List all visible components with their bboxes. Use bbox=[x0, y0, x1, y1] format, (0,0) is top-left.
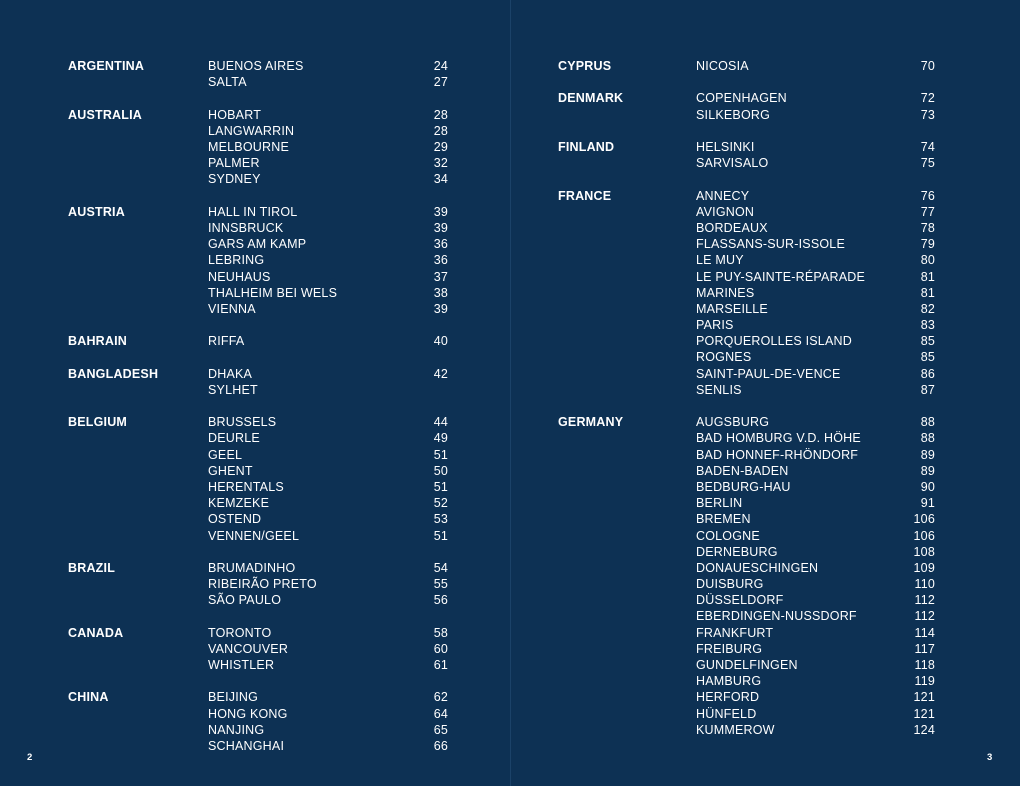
city-name: BEDBURG-HAU bbox=[696, 479, 791, 494]
index-entry bbox=[68, 430, 448, 446]
index-entry bbox=[68, 366, 448, 382]
page-reference: 51 bbox=[433, 479, 448, 494]
page-reference: 28 bbox=[433, 107, 448, 122]
page-reference: 106 bbox=[913, 528, 935, 543]
city-name: HÜNFELD bbox=[696, 706, 757, 721]
city-name: DHAKA bbox=[208, 366, 253, 381]
city-name: SALTA bbox=[208, 75, 247, 90]
city-name: HONG KONG bbox=[208, 706, 288, 721]
city-name: FREIBURG bbox=[696, 641, 763, 656]
country-name: FINLAND bbox=[558, 140, 615, 155]
page-reference: 39 bbox=[433, 220, 448, 235]
index-entry bbox=[68, 285, 448, 301]
index-entry bbox=[558, 58, 935, 74]
index-entry bbox=[558, 706, 935, 722]
page-reference: 39 bbox=[433, 301, 448, 316]
page-reference: 54 bbox=[433, 560, 448, 575]
city-name: VANCOUVER bbox=[208, 641, 289, 656]
page-reference: 42 bbox=[433, 366, 448, 381]
page-reference: 24 bbox=[433, 59, 448, 74]
index-entry bbox=[68, 479, 448, 495]
index-entry bbox=[68, 107, 448, 123]
index-entry bbox=[68, 447, 448, 463]
index-entry bbox=[68, 333, 448, 349]
index-entry bbox=[68, 463, 448, 479]
city-name: BREMEN bbox=[696, 512, 751, 527]
city-name: BERLIN bbox=[696, 496, 743, 511]
index-entry bbox=[68, 511, 448, 527]
page-reference: 51 bbox=[433, 447, 448, 462]
city-name: LE MUY bbox=[696, 253, 744, 268]
page-reference: 121 bbox=[913, 690, 935, 705]
city-name: SÃO PAULO bbox=[208, 593, 282, 608]
index-entry bbox=[558, 576, 935, 592]
index-entry bbox=[68, 252, 448, 268]
index-entry bbox=[68, 220, 448, 236]
city-name: BORDEAUX bbox=[696, 220, 768, 235]
page-reference: 112 bbox=[914, 593, 935, 608]
index-entry bbox=[558, 301, 935, 317]
index-entry bbox=[558, 155, 935, 171]
country-name: BANGLADESH bbox=[68, 366, 159, 381]
city-name: NEUHAUS bbox=[208, 269, 271, 284]
city-name: SYLHET bbox=[208, 382, 258, 397]
page-reference: 72 bbox=[920, 91, 935, 106]
city-name: BAD HONNEF-RHÖNDORF bbox=[696, 447, 859, 462]
page-reference: 36 bbox=[433, 253, 448, 268]
city-name: FRANKFURT bbox=[696, 625, 774, 640]
page-reference: 76 bbox=[920, 188, 935, 203]
country-name: AUSTRALIA bbox=[68, 107, 143, 122]
country-group bbox=[68, 204, 448, 317]
country-group bbox=[68, 625, 448, 674]
index-entry bbox=[558, 544, 935, 560]
page-reference: 28 bbox=[433, 123, 448, 138]
city-name: LEBRING bbox=[208, 253, 265, 268]
city-name: SCHANGHAI bbox=[208, 738, 285, 753]
country-group bbox=[558, 139, 935, 171]
city-name: BRUMADINHO bbox=[208, 560, 296, 575]
index-entry bbox=[558, 641, 935, 657]
index-entry bbox=[558, 236, 935, 252]
country-name: GERMANY bbox=[558, 415, 624, 430]
country-name: FRANCE bbox=[558, 188, 612, 203]
page-reference: 79 bbox=[920, 237, 935, 252]
index-entry bbox=[558, 204, 935, 220]
page-reference: 78 bbox=[920, 220, 935, 235]
country-name: ARGENTINA bbox=[68, 59, 145, 74]
city-name: LANGWARRIN bbox=[208, 123, 295, 138]
index-entry bbox=[68, 625, 448, 641]
index-entry bbox=[558, 463, 935, 479]
index-entry bbox=[68, 722, 448, 738]
city-name: BRUSSELS bbox=[208, 415, 277, 430]
index-entry bbox=[68, 738, 448, 754]
city-name: HALL IN TIROL bbox=[208, 204, 298, 219]
city-name: BADEN-BADEN bbox=[696, 463, 789, 478]
city-name: RIBEIRÃO PRETO bbox=[208, 577, 317, 592]
page-reference: 56 bbox=[433, 593, 448, 608]
city-name: BEIJING bbox=[208, 690, 259, 705]
city-name: GARS AM KAMP bbox=[208, 237, 307, 252]
page-reference: 82 bbox=[920, 301, 935, 316]
index-entry bbox=[68, 560, 448, 576]
page-reference: 83 bbox=[920, 318, 935, 333]
page-reference: 50 bbox=[433, 463, 448, 478]
page-reference: 118 bbox=[914, 658, 935, 673]
index-entry bbox=[558, 592, 935, 608]
page-reference: 39 bbox=[433, 204, 448, 219]
right-page-number: 3 bbox=[987, 752, 993, 763]
page-reference: 66 bbox=[433, 738, 448, 753]
city-name: OSTEND bbox=[208, 512, 262, 527]
page-reference: 51 bbox=[433, 528, 448, 543]
page-reference: 81 bbox=[920, 285, 935, 300]
index-entry bbox=[558, 722, 935, 738]
index-entry bbox=[558, 430, 935, 446]
city-name: MELBOURNE bbox=[208, 140, 289, 155]
city-name: DÜSSELDORF bbox=[696, 593, 784, 608]
index-entry bbox=[558, 139, 935, 155]
city-name: WHISTLER bbox=[208, 658, 275, 673]
right-page bbox=[510, 0, 1020, 786]
page-reference: 90 bbox=[920, 479, 935, 494]
index-entry bbox=[558, 447, 935, 463]
city-name: MARSEILLE bbox=[696, 301, 768, 316]
city-name: AUGSBURG bbox=[696, 415, 770, 430]
page-reference: 73 bbox=[920, 107, 935, 122]
city-name: COPENHAGEN bbox=[696, 91, 787, 106]
page-reference: 87 bbox=[920, 382, 935, 397]
page-reference: 74 bbox=[920, 140, 935, 155]
country-name: CANADA bbox=[68, 625, 124, 640]
city-name: DERNEBURG bbox=[696, 544, 778, 559]
page-reference: 29 bbox=[433, 140, 448, 155]
page-reference: 75 bbox=[920, 156, 935, 171]
index-entry bbox=[558, 673, 935, 689]
city-name: GUNDELFINGEN bbox=[696, 658, 798, 673]
city-name: HAMBURG bbox=[696, 674, 762, 689]
index-entry bbox=[68, 689, 448, 705]
country-group bbox=[68, 414, 448, 544]
country-name: DENMARK bbox=[558, 91, 624, 106]
index-entry bbox=[558, 625, 935, 641]
page-reference: 108 bbox=[913, 544, 935, 559]
page-reference: 44 bbox=[433, 415, 448, 430]
index-entry bbox=[558, 220, 935, 236]
page-reference: 110 bbox=[914, 577, 935, 592]
city-name: LE PUY-SAINTE-RÉPARADE bbox=[696, 269, 866, 284]
city-name: SAINT-PAUL-DE-VENCE bbox=[696, 366, 841, 381]
city-name: SILKEBORG bbox=[696, 107, 771, 122]
city-name: FLASSANS-SUR-ISSOLE bbox=[696, 237, 845, 252]
city-name: INNSBRUCK bbox=[208, 220, 284, 235]
city-name: TORONTO bbox=[208, 625, 272, 640]
city-name: GEEL bbox=[208, 447, 243, 462]
page-reference: 52 bbox=[433, 496, 448, 511]
index-entry bbox=[558, 366, 935, 382]
page-reference: 91 bbox=[920, 496, 935, 511]
index-entry bbox=[68, 58, 448, 74]
country-group bbox=[558, 188, 935, 398]
page-reference: 88 bbox=[920, 431, 935, 446]
index-entry bbox=[558, 560, 935, 576]
page-reference: 70 bbox=[920, 59, 935, 74]
page-reference: 55 bbox=[433, 577, 448, 592]
index-entry bbox=[558, 382, 935, 398]
country-group bbox=[68, 58, 448, 90]
city-name: AVIGNON bbox=[696, 204, 755, 219]
city-name: SYDNEY bbox=[208, 172, 261, 187]
index-entry bbox=[558, 333, 935, 349]
index-entry bbox=[558, 285, 935, 301]
index-entry bbox=[68, 382, 448, 398]
page-reference: 81 bbox=[920, 269, 935, 284]
page-reference: 36 bbox=[433, 237, 448, 252]
index-entry bbox=[558, 414, 935, 430]
page-reference: 77 bbox=[920, 204, 935, 219]
country-name: BRAZIL bbox=[68, 560, 116, 575]
city-name: NANJING bbox=[208, 722, 265, 737]
page-reference: 124 bbox=[913, 722, 935, 737]
city-name: HERFORD bbox=[696, 690, 760, 705]
index-entry bbox=[68, 301, 448, 317]
page-reference: 58 bbox=[433, 625, 448, 640]
index-entry bbox=[558, 252, 935, 268]
city-name: BAD HOMBURG V.D. HÖHE bbox=[696, 431, 861, 446]
page-reference: 119 bbox=[914, 674, 935, 689]
page-reference: 88 bbox=[920, 415, 935, 430]
index-entry bbox=[558, 268, 935, 284]
city-name: KEMZEKE bbox=[208, 496, 270, 511]
index-entry bbox=[68, 171, 448, 187]
index-entry bbox=[558, 317, 935, 333]
page-reference: 86 bbox=[920, 366, 935, 381]
page-reference: 38 bbox=[433, 285, 448, 300]
page-reference: 121 bbox=[913, 706, 935, 721]
page-reference: 62 bbox=[433, 690, 448, 705]
index-entry bbox=[558, 495, 935, 511]
page-reference: 85 bbox=[920, 334, 935, 349]
country-group bbox=[68, 333, 448, 349]
page-reference: 64 bbox=[433, 706, 448, 721]
city-name: COLOGNE bbox=[696, 528, 760, 543]
city-name: DUISBURG bbox=[696, 577, 764, 592]
city-name: NICOSIA bbox=[696, 59, 749, 74]
page-reference: 112 bbox=[914, 609, 935, 624]
city-name: RIFFA bbox=[208, 334, 245, 349]
index-entry bbox=[558, 188, 935, 204]
index-entry bbox=[68, 139, 448, 155]
country-group bbox=[558, 90, 935, 122]
city-name: KUMMEROW bbox=[696, 722, 775, 737]
city-name: MARINES bbox=[696, 285, 755, 300]
index-entry bbox=[558, 657, 935, 673]
page-reference: 80 bbox=[920, 253, 935, 268]
index-entry bbox=[558, 90, 935, 106]
city-name: VIENNA bbox=[208, 301, 256, 316]
city-name: EBERDINGEN-NUSSDORF bbox=[696, 609, 857, 624]
city-name: ROGNES bbox=[696, 350, 752, 365]
city-name: DONAUESCHINGEN bbox=[696, 560, 819, 575]
city-name: DEURLE bbox=[208, 431, 260, 446]
right-index-list bbox=[558, 58, 935, 754]
city-name: BUENOS AIRES bbox=[208, 59, 304, 74]
page-reference: 85 bbox=[920, 350, 935, 365]
page-reference: 53 bbox=[433, 512, 448, 527]
page-reference: 106 bbox=[913, 512, 935, 527]
index-entry bbox=[68, 204, 448, 220]
index-entry bbox=[68, 155, 448, 171]
index-entry bbox=[68, 657, 448, 673]
country-group bbox=[68, 366, 448, 398]
country-group bbox=[68, 560, 448, 609]
country-name: AUSTRIA bbox=[68, 204, 125, 219]
country-name: CYPRUS bbox=[558, 59, 612, 74]
page-reference: 27 bbox=[433, 75, 448, 90]
index-entry bbox=[68, 592, 448, 608]
page-reference: 60 bbox=[433, 641, 448, 656]
page-reference: 49 bbox=[433, 431, 448, 446]
city-name: PALMER bbox=[208, 156, 260, 171]
page-reference: 114 bbox=[914, 625, 935, 640]
index-entry bbox=[558, 608, 935, 624]
page-reference: 65 bbox=[433, 722, 448, 737]
country-group bbox=[558, 414, 935, 738]
page-reference: 61 bbox=[433, 658, 448, 673]
left-page-number: 2 bbox=[27, 752, 33, 763]
country-group bbox=[68, 107, 448, 188]
city-name: THALHEIM BEI WELS bbox=[208, 285, 338, 300]
index-entry bbox=[558, 511, 935, 527]
page-reference: 89 bbox=[920, 447, 935, 462]
city-name: HOBART bbox=[208, 107, 262, 122]
page-reference: 109 bbox=[913, 560, 935, 575]
index-entry bbox=[68, 576, 448, 592]
index-entry bbox=[68, 236, 448, 252]
index-entry bbox=[558, 107, 935, 123]
index-entry bbox=[68, 641, 448, 657]
city-name: HELSINKI bbox=[696, 140, 755, 155]
index-entry bbox=[68, 268, 448, 284]
city-name: PORQUEROLLES ISLAND bbox=[696, 334, 852, 349]
country-name: BELGIUM bbox=[68, 415, 128, 430]
country-name: BAHRAIN bbox=[68, 334, 128, 349]
index-entry bbox=[558, 527, 935, 543]
index-entry bbox=[558, 349, 935, 365]
page-reference: 34 bbox=[433, 172, 448, 187]
page-reference: 32 bbox=[433, 156, 448, 171]
country-group bbox=[558, 58, 935, 74]
index-entry bbox=[68, 74, 448, 90]
page-reference: 89 bbox=[920, 463, 935, 478]
city-name: PARIS bbox=[696, 318, 734, 333]
page-reference: 40 bbox=[433, 334, 448, 349]
country-group bbox=[68, 689, 448, 754]
index-entry bbox=[68, 527, 448, 543]
city-name: SENLIS bbox=[696, 382, 742, 397]
country-name: CHINA bbox=[68, 690, 109, 705]
index-entry bbox=[558, 479, 935, 495]
index-entry bbox=[68, 414, 448, 430]
left-index-list bbox=[68, 58, 448, 770]
city-name: ANNECY bbox=[696, 188, 750, 203]
index-entry bbox=[68, 706, 448, 722]
page-reference: 117 bbox=[914, 641, 935, 656]
city-name: SARVISALO bbox=[696, 156, 769, 171]
index-entry bbox=[558, 689, 935, 705]
page-reference: 37 bbox=[433, 269, 448, 284]
city-name: VENNEN/GEEL bbox=[208, 528, 300, 543]
city-name: GHENT bbox=[208, 463, 253, 478]
index-entry bbox=[68, 123, 448, 139]
index-entry bbox=[68, 495, 448, 511]
city-name: HERENTALS bbox=[208, 479, 284, 494]
